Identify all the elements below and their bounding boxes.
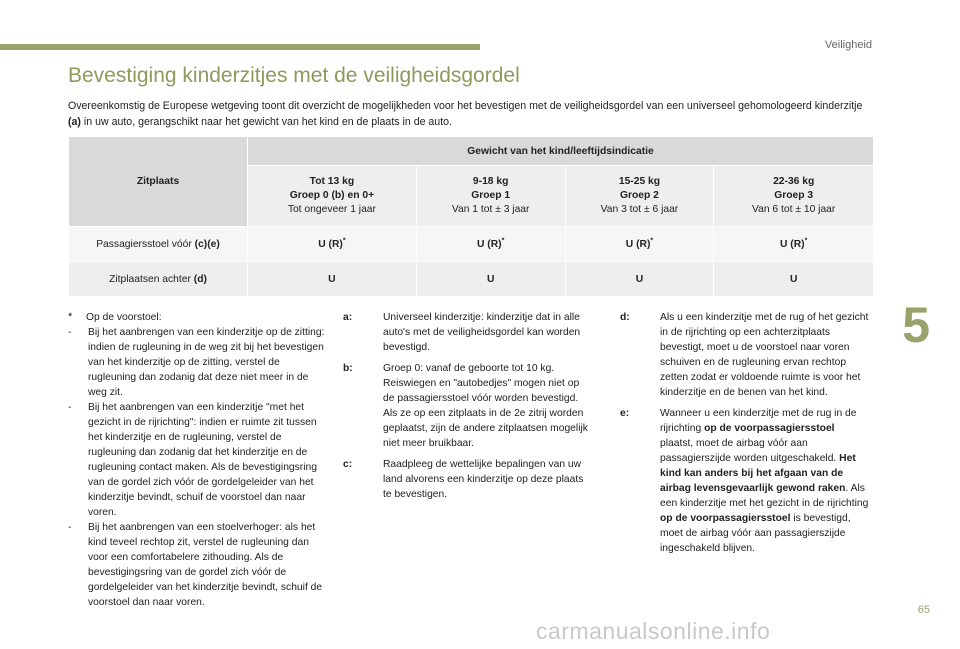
- table-cell: U: [714, 262, 874, 297]
- page-number: 65: [917, 604, 930, 616]
- footnote-item: - Bij het aanbrengen van een kinderzitje op de zitting: indien de rugleuning in de weg zit bij het bevestigen van het kinderzitje op de zitting, verstel de rugleuning dan zodanig dat deze niet meer in de weg zit.: [68, 327, 325, 398]
- footnote-item: - Bij het aanbrengen van een stoelverhoger: als het kind teveel rechtop zit, verstel de rugleuning dan voor een comfortabelere zithouding. Als de bevestigingsring van de gordel zich vóór de gordelgeleider van het kinderzitje bevindt, schuif de voorstoel dan naar voren.: [68, 522, 323, 608]
- table-cell: U (R)*: [416, 227, 565, 262]
- footnote-item: - Bij het aanbrengen van een kinderzitje "met het gezicht in de rijrichting": indien er ruimte zit tussen het kinderzitje en de rugleuning, verstel de rugleuning dan zodanig dat het kinderzitje en de rugleuning contact maken. Als de bevestigingsring van de gordel zich vóór de gordelgeleider van het kinderzitje bevindt, schuif de voorstoel dan naar voren.: [68, 402, 317, 518]
- footnote-column: [68, 310, 330, 610]
- row-label: Zitplaatsen achter (d): [69, 262, 248, 297]
- intro-paragraph: Overeenkomstig de Europese wetgeving toont dit overzicht de mogelijkheden voor het bevestigen met de veiligheidsgordel van een universeel gehomologeerd kinderzitje (a) in uw auto, gerangschikt naar het gewicht van het kind en de plaats in de auto.: [68, 100, 863, 128]
- table-row: [69, 227, 874, 262]
- watermark: carmanualsonline.info: [536, 618, 771, 644]
- chapter-number: 5: [902, 297, 930, 353]
- group-header: 22-36 kg Groep 3 Van 6 tot ± 10 jaar: [714, 166, 874, 227]
- definition-d: d: Als u een kinderzitje met de rug of het gezicht in de rijrichting op een achterzitplaats bevestigt, moet u de voorstoel naar voren schuiven en de rugleuning ervan rechtop zetten zodat er voldoende ruimte is voor het kinderzitje en de benen van het kind.: [620, 312, 869, 398]
- definition-e: e: Wanneer u een kinderzitje met de rug in de rijrichting op de voorpassagiersstoel plaatst, moet de airbag vóór aan passagierszijde worden uitgeschakeld. Het kind kan anders bij het afgaan van de airbag levensgevaarlijk gewond raken. Als een kinderzitje met het gezicht in de rijrichting op de voorpassagiersstoel is bevestigd, moet de airbag vóór aan passagierszijde ingeschakeld blijven.: [620, 408, 869, 554]
- footnote-heading: * Op de voorstoel:: [68, 311, 162, 323]
- group-header: Tot 13 kg Groep 0 (b) en 0+ Tot ongeveer 1 jaar: [248, 166, 417, 227]
- weight-column-header: Gewicht van het kind/leeftijdsindicatie: [248, 137, 874, 166]
- definition-a: a: Universeel kinderzitje: kinderzitje dat in alle auto's met de veiligheidsgordel kan worden bevestigd.: [343, 312, 581, 353]
- row-label: Passagiersstoel vóór (c)(e): [69, 227, 248, 262]
- group-header: 15-25 kg Groep 2 Van 3 tot ± 6 jaar: [565, 166, 714, 227]
- table-cell: U: [248, 262, 417, 297]
- table-cell: U: [416, 262, 565, 297]
- table-cell: U: [565, 262, 714, 297]
- definitions-column-2: [620, 310, 870, 562]
- seat-column-header: Zitplaats: [69, 137, 248, 227]
- table-row: [69, 262, 874, 297]
- table-cell: U (R)*: [714, 227, 874, 262]
- table-cell: U (R)*: [248, 227, 417, 262]
- child-seat-table: [68, 136, 874, 297]
- table-cell: U (R)*: [565, 227, 714, 262]
- group-header: 9-18 kg Groep 1 Van 1 tot ± 3 jaar: [416, 166, 565, 227]
- definitions-column-1: [343, 310, 593, 508]
- asterisk-mark: *: [68, 311, 73, 323]
- section-name: Veiligheid: [824, 39, 872, 51]
- header-accent-bar: [0, 44, 480, 50]
- definition-b: b: Groep 0: vanaf de geboorte tot 10 kg. Reiswiegen en "autobedjes" mogen niet op de passagiersstoel vóór worden bevestigd. Als ze op een zitplaats in de 2e zitrij worden geplaatst, zijn de andere zitplaatsen mogelijk niet meer bruikbaar.: [343, 363, 588, 449]
- definition-c: c: Raadpleeg de wettelijke bepalingen van uw land alvorens een kinderzitje op deze plaats te bevestigen.: [343, 459, 584, 500]
- page-title: Bevestiging kinderzitjes met de veiligheidsgordel: [68, 64, 520, 87]
